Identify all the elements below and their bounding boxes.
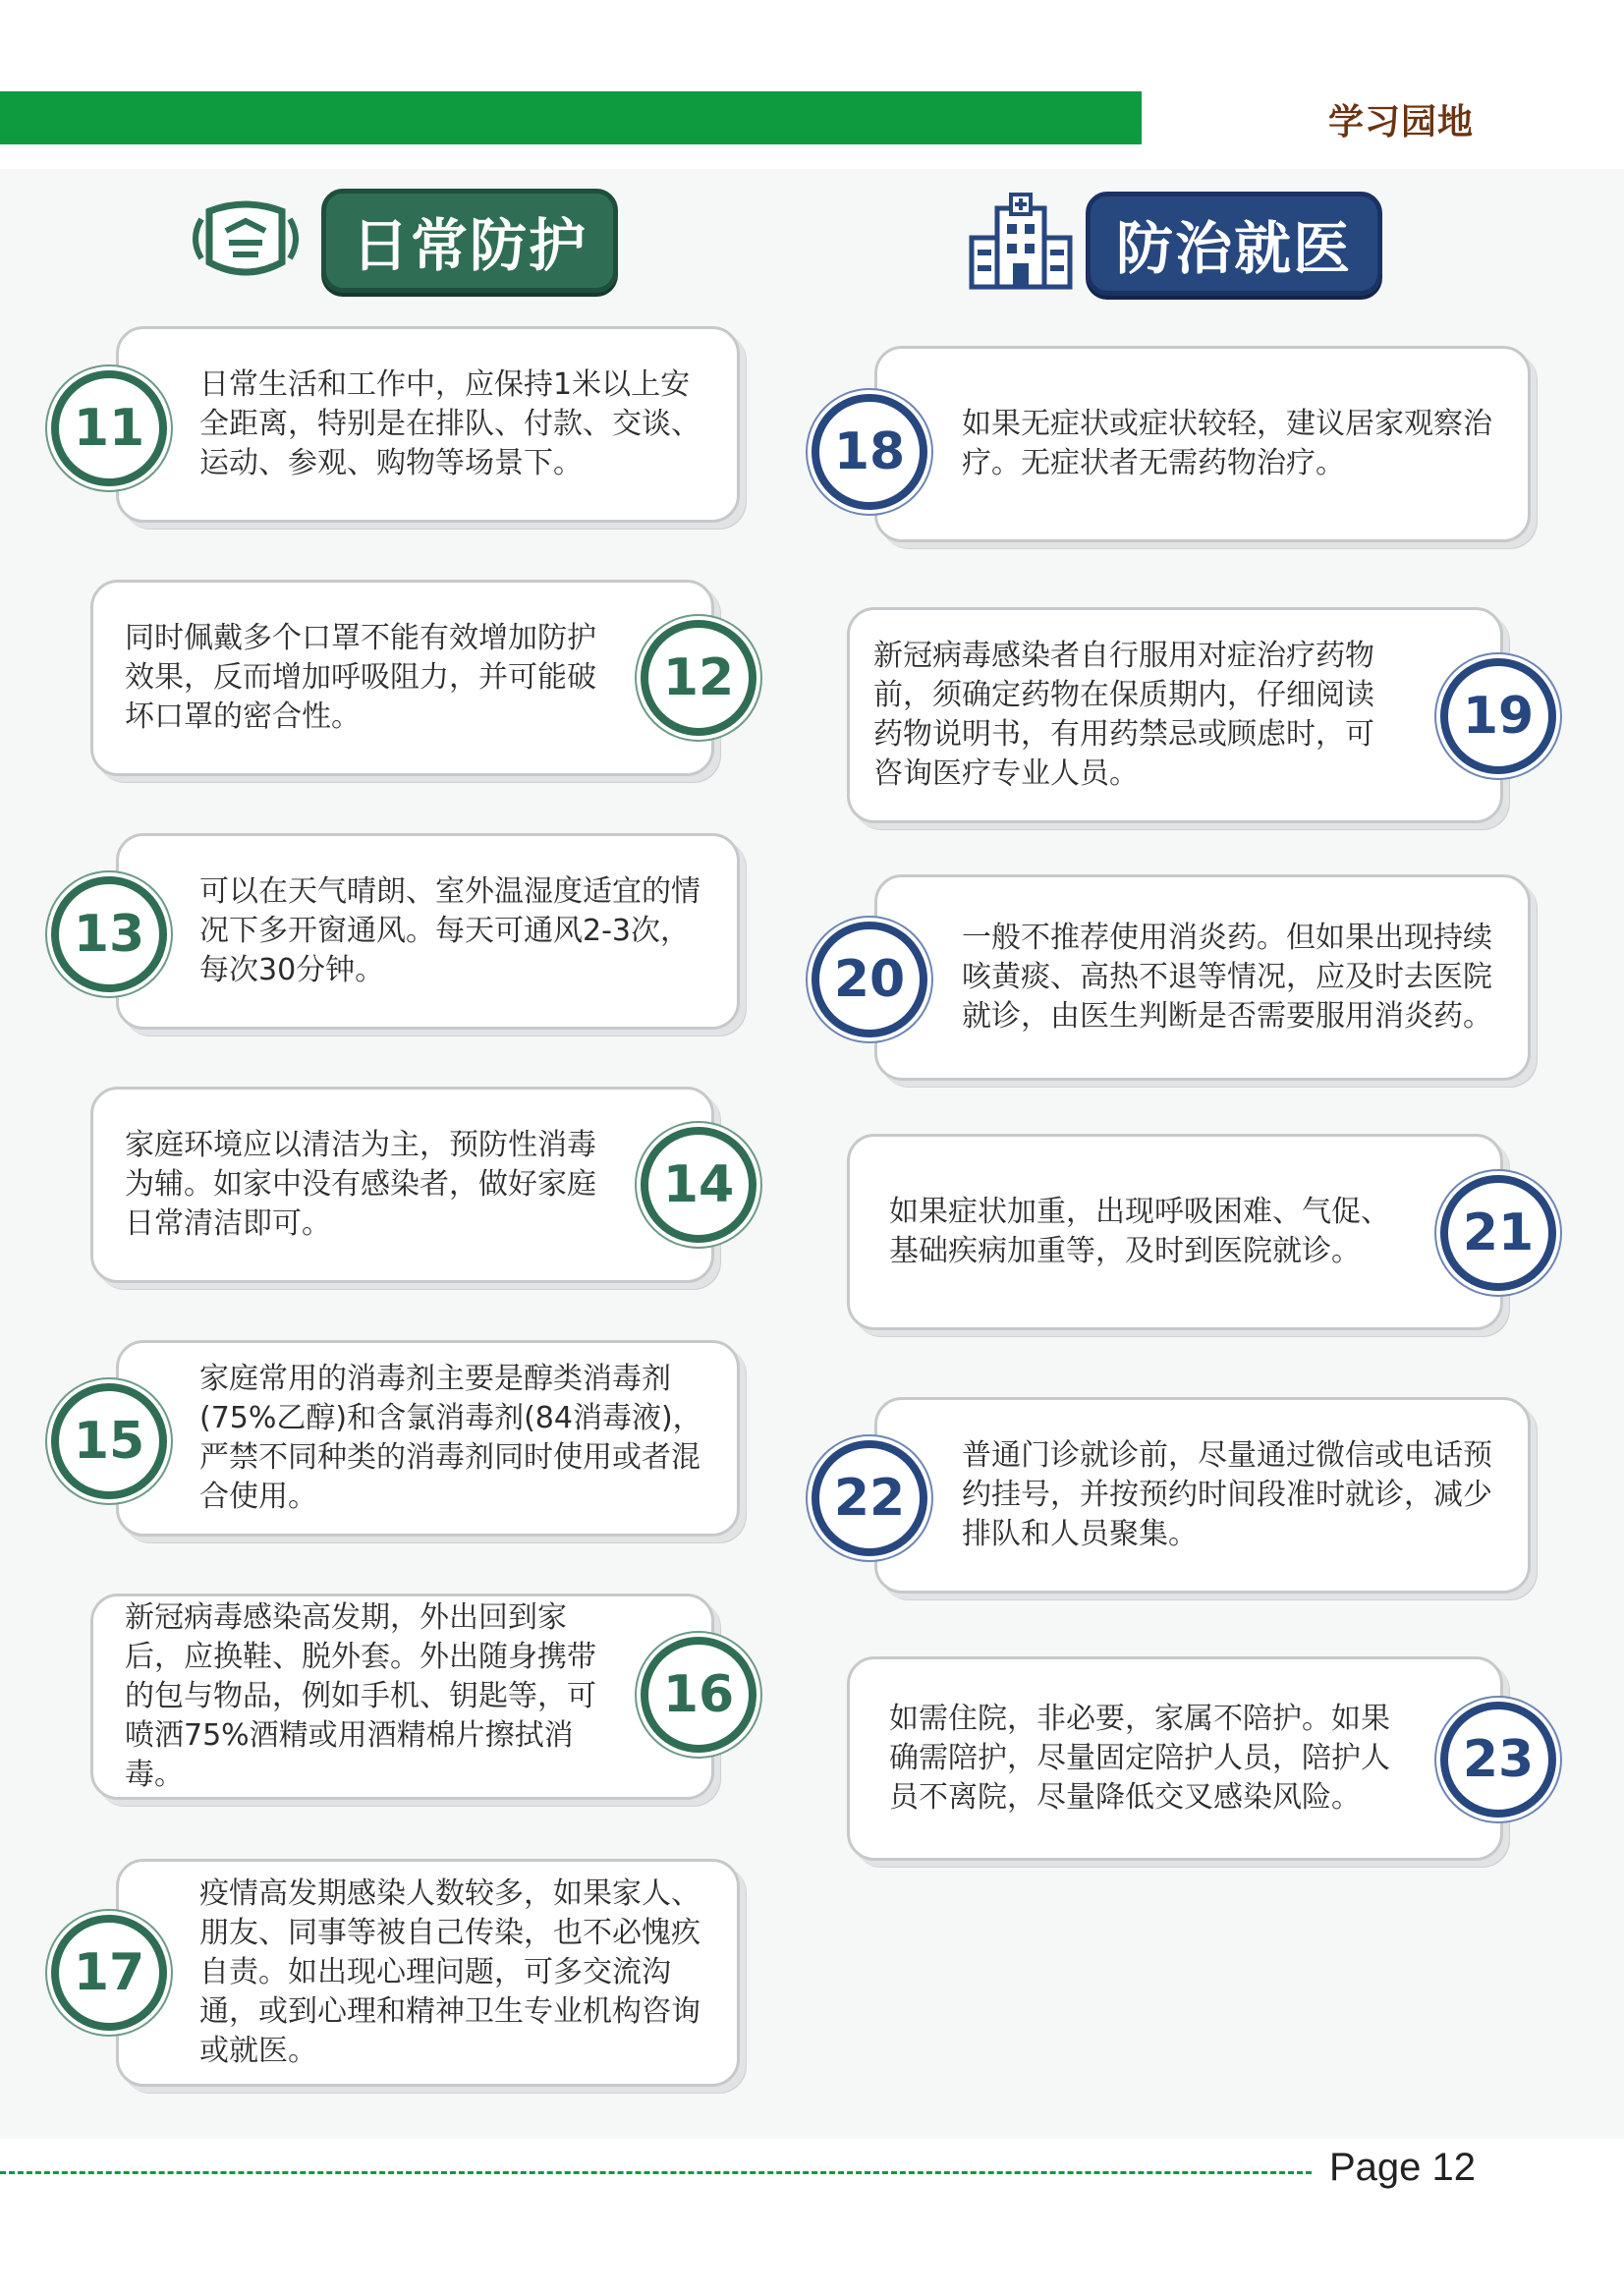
tip-card-18 [874,346,1531,542]
tip-number-14: 14 [641,1127,756,1243]
tip-text-22: 普通门诊就诊前，尽量通过微信或电话预约挂号，并按预约时间段准时就诊，减少排队和人员聚集。 [962,1438,1492,1551]
tip-number-19: 19 [1440,658,1556,774]
page-number: Page 12 [1329,2146,1477,2189]
tip-number-20: 20 [812,922,927,1037]
tip-text-19: 新冠病毒感染者自行服用对症治疗药物前，须确定药物在保质期内，仔细阅读药物说明书，有用药禁忌或顾虑时，可咨询医疗专业人员。 [873,639,1374,791]
tip-card-11 [116,326,740,523]
tip-text-15: 家庭常用的消毒剂主要是醇类消毒剂(75%乙醇)和含氯消毒剂(84消毒液)，严禁不同种类的消毒剂同时使用或者混合使用。 [199,1362,702,1514]
tip-card-20 [874,874,1531,1081]
tip-number-17: 17 [51,1915,167,2031]
tip-card-21 [847,1134,1503,1330]
tip-card-15 [116,1340,740,1537]
tip-text-12: 同时佩戴多个口罩不能有效增加防护效果，反而增加呼吸阻力，并可能破坏口罩的密合性。 [125,621,596,734]
tip-card-16 [90,1594,714,1800]
left-column-header [182,189,618,293]
tip-card-23 [847,1656,1503,1861]
tip-card-22 [874,1397,1531,1594]
tip-number-18: 18 [812,394,927,510]
tip-text-14: 家庭环境应以清洁为主，预防性消毒为辅。如家中没有感染者，做好家庭日常清洁即可。 [125,1128,596,1241]
section-title: 学习园地 [1328,102,1475,142]
tip-card-13 [116,833,740,1030]
tip-card-14 [90,1087,714,1283]
tip-text-20: 一般不推荐使用消炎药。但如果出现持续咳黄痰、高热不退等情况，应及时去医院就诊，由医生判断是否需要服用消炎药。 [962,921,1492,1034]
mask-icon [182,190,309,292]
tip-text-13: 可以在天气晴朗、室外温湿度适宜的情况下多开窗通风。每天可通风2-3次，每次30分钟。 [199,874,700,987]
tip-text-23: 如需住院，非必要，家属不陪护。如果确需陪护，尽量固定陪护人员，陪护人员不离院，尽量降低交叉感染风险。 [889,1702,1390,1815]
infographic [0,169,1624,2139]
tip-text-21: 如果症状加重，出现呼吸困难、气促、基础疾病加重等，及时到医院就诊。 [889,1195,1390,1268]
tip-number-15: 15 [51,1383,167,1499]
tip-number-22: 22 [812,1440,927,1556]
right-column-title: 防治就医 [1086,192,1382,296]
tip-card-12 [90,580,714,776]
left-column-title: 日常防护 [321,189,618,293]
tip-card-19 [847,607,1503,823]
tip-number-13: 13 [51,876,167,992]
tip-number-12: 12 [641,620,756,736]
footer-divider [0,2171,1312,2174]
tip-number-16: 16 [641,1637,756,1753]
tip-text-16: 新冠病毒感染高发期，外出回到家后，应换鞋、脱外套。外出随身携带的包与物品，例如手机、钥匙等，可喷洒75%酒精或用酒精棉片擦拭消毒。 [125,1600,596,1792]
tip-number-11: 11 [51,370,167,486]
header-green-bar [0,91,1142,144]
hospital-icon [968,191,1074,297]
tip-number-23: 23 [1440,1702,1556,1818]
tip-text-17: 疫情高发期感染人数较多，如果家人、朋友、同事等被自己传染，也不必愧疚自责。如出现心理问题，可多交流沟通，或到心理和精神卫生专业机构咨询或就医。 [199,1876,700,2068]
tip-card-17 [116,1859,740,2087]
tip-text-18: 如果无症状或症状较轻，建议居家观察治疗。无症状者无需药物治疗。 [962,407,1492,480]
right-column-header [968,191,1382,297]
tip-text-11: 日常生活和工作中，应保持1米以上安全距离，特别是在排队、付款、交谈、运动、参观、购物等场景下。 [199,367,700,480]
tip-number-21: 21 [1440,1175,1556,1291]
